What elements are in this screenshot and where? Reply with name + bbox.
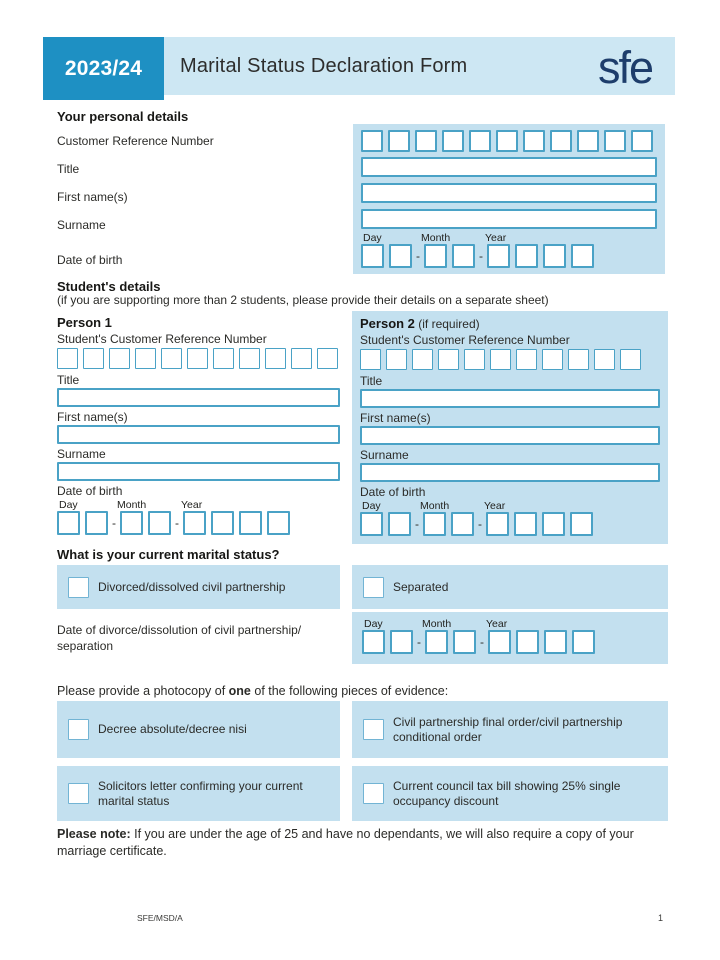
date-box[interactable] (514, 512, 537, 536)
year-label: Year (485, 232, 507, 244)
students-details-heading: Student's details (57, 279, 161, 294)
first-names-label: First name(s) (57, 190, 128, 204)
date-box[interactable] (267, 511, 290, 535)
title-label: Title (360, 374, 383, 388)
council-tax-bill-checkbox[interactable] (363, 783, 384, 804)
divorced-label: Divorced/dissolved civil partnership (98, 579, 286, 594)
date-separator: - (479, 249, 483, 263)
title-input[interactable] (361, 157, 657, 177)
date-box[interactable] (544, 630, 567, 654)
char-box[interactable] (516, 349, 537, 370)
date-box[interactable] (542, 512, 565, 536)
person2-heading (360, 316, 660, 331)
person2-heading-suffix: (if required) (414, 317, 480, 331)
date-box[interactable] (515, 244, 538, 268)
date-box[interactable] (488, 630, 511, 654)
date-box[interactable] (452, 244, 475, 268)
first-names-label: First name(s) (360, 411, 431, 425)
char-box[interactable] (83, 348, 104, 369)
option-separated[interactable] (352, 565, 668, 609)
date-separator: - (478, 517, 482, 531)
char-box[interactable] (239, 348, 260, 369)
please-note-body: If you are under the age of 25 and have no dependants, we will also require a copy of your marriage certificate. (57, 827, 634, 858)
char-box[interactable] (213, 348, 234, 369)
form-title: Marital Status Declaration Form (180, 54, 468, 77)
evidence-heading-pre: Please provide a photocopy of (57, 684, 229, 698)
month-label: Month (422, 618, 452, 630)
year-label: Year (486, 618, 508, 630)
solicitors-letter-label: Solicitors letter confirming your current marital status (98, 778, 303, 808)
option-solicitors-letter[interactable] (57, 766, 340, 821)
evidence-heading (57, 684, 448, 698)
char-box[interactable] (594, 349, 615, 370)
divorce-date-part-labels (362, 618, 658, 630)
month-label: Month (421, 232, 451, 244)
date-of-birth-boxes (360, 512, 660, 536)
char-box[interactable] (438, 349, 459, 370)
date-box[interactable] (424, 244, 447, 268)
personal-details-panel (353, 124, 665, 274)
char-box[interactable] (469, 130, 491, 152)
sfe-logo: sfe (597, 41, 653, 93)
divorce-date-panel (352, 612, 668, 664)
first-names-input[interactable] (360, 426, 660, 445)
council-tax-bill-label: Current council tax bill showing 25% single occupancy discount (393, 778, 621, 808)
first-names-label: First name(s) (57, 410, 128, 424)
char-box[interactable] (496, 130, 518, 152)
date-of-birth-boxes (361, 244, 657, 268)
date-box[interactable] (360, 512, 383, 536)
option-civil-partnership-order[interactable] (352, 701, 668, 758)
char-box[interactable] (631, 130, 653, 152)
customer-reference-number-label: Customer Reference Number (57, 134, 214, 148)
surname-input[interactable] (361, 209, 657, 229)
date-separator: - (415, 517, 419, 531)
day-label: Day (363, 232, 382, 244)
date-box[interactable] (453, 630, 476, 654)
char-box[interactable] (361, 130, 383, 152)
date-box[interactable] (389, 244, 412, 268)
char-box[interactable] (523, 130, 545, 152)
date-box[interactable] (423, 512, 446, 536)
date-separator: - (175, 516, 179, 530)
char-box[interactable] (161, 348, 182, 369)
please-note-bold: Please note: (57, 827, 131, 841)
date-separator: - (112, 516, 116, 530)
date-box[interactable] (486, 512, 509, 536)
char-box[interactable] (317, 348, 338, 369)
char-box[interactable] (464, 349, 485, 370)
month-label: Month (420, 500, 450, 512)
day-label: Day (362, 500, 381, 512)
date-box[interactable] (211, 511, 234, 535)
person2-section (352, 311, 668, 544)
char-box[interactable] (187, 348, 208, 369)
civil-partnership-order-label: Civil partnership final order/civil partnership conditional order (393, 714, 623, 744)
date-box[interactable] (451, 512, 474, 536)
student-crn-boxes (57, 348, 340, 369)
option-decree-absolute[interactable] (57, 701, 340, 758)
date-box[interactable] (425, 630, 448, 654)
date-box[interactable] (571, 244, 594, 268)
date-box[interactable] (57, 511, 80, 535)
day-label: Day (59, 499, 78, 511)
year-badge (43, 37, 164, 100)
marital-status-heading: What is your current marital status? (57, 547, 280, 562)
option-divorced[interactable] (57, 565, 340, 609)
students-details-note: (if you are supporting more than 2 students, please provide their details on a separate sheet) (57, 293, 549, 307)
dob-part-labels (57, 499, 340, 511)
date-of-birth-label: Date of birth (360, 485, 426, 499)
char-box[interactable] (412, 349, 433, 370)
date-separator: - (416, 249, 420, 263)
char-box[interactable] (550, 130, 572, 152)
dob-part-labels (360, 500, 660, 512)
surname-input[interactable] (57, 462, 340, 481)
year-text: 2023/24 (64, 56, 143, 80)
date-of-birth-boxes (57, 511, 340, 535)
decree-absolute-checkbox[interactable] (68, 719, 89, 740)
date-box[interactable] (543, 244, 566, 268)
student-crn-label: Student's Customer Reference Number (57, 332, 267, 346)
char-box[interactable] (386, 349, 407, 370)
char-box[interactable] (265, 348, 286, 369)
char-box[interactable] (490, 349, 511, 370)
decree-absolute-label: Decree absolute/decree nisi (98, 722, 247, 736)
divorce-date-label: Date of divorce/dissolution of civil partnership/ separation (57, 623, 302, 654)
date-separator: - (417, 635, 421, 649)
date-of-birth-label: Date of birth (57, 253, 123, 267)
title-label: Title (57, 373, 80, 387)
date-box[interactable] (572, 630, 595, 654)
char-box[interactable] (291, 348, 312, 369)
char-box[interactable] (135, 348, 156, 369)
char-box[interactable] (568, 349, 589, 370)
divorced-checkbox[interactable] (68, 577, 89, 598)
char-box[interactable] (442, 130, 464, 152)
year-label: Year (484, 500, 506, 512)
date-box[interactable] (516, 630, 539, 654)
date-box[interactable] (85, 511, 108, 535)
person1-section (57, 315, 340, 535)
date-box[interactable] (570, 512, 593, 536)
date-box[interactable] (487, 244, 510, 268)
date-box[interactable] (148, 511, 171, 535)
title-label: Title (57, 162, 80, 176)
char-box[interactable] (620, 349, 641, 370)
form-code: SFE/MSD/A (137, 913, 183, 923)
person2-heading-text: Person 2 (360, 316, 415, 331)
date-box[interactable] (120, 511, 143, 535)
day-label: Day (364, 618, 383, 630)
date-of-birth-label: Date of birth (57, 484, 123, 498)
date-separator: - (480, 635, 484, 649)
title-input[interactable] (57, 388, 340, 407)
char-box[interactable] (604, 130, 626, 152)
please-note-text (57, 826, 675, 859)
solicitors-letter-checkbox[interactable] (68, 783, 89, 804)
char-box[interactable] (388, 130, 410, 152)
char-box[interactable] (577, 130, 599, 152)
first-names-input[interactable] (57, 425, 340, 444)
char-box[interactable] (109, 348, 130, 369)
dob-part-labels (361, 232, 657, 244)
customer-reference-number-boxes (361, 130, 657, 152)
title-input[interactable] (360, 389, 660, 408)
date-box[interactable] (361, 244, 384, 268)
date-box[interactable] (390, 630, 413, 654)
date-box[interactable] (183, 511, 206, 535)
student-crn-boxes (360, 349, 660, 370)
date-box[interactable] (362, 630, 385, 654)
separated-checkbox[interactable] (363, 577, 384, 598)
surname-label: Surname (57, 218, 106, 232)
person1-heading: Person 1 (57, 315, 112, 330)
separated-label: Separated (393, 579, 449, 594)
surname-input[interactable] (360, 463, 660, 482)
surname-label: Surname (57, 447, 106, 461)
civil-partnership-order-checkbox[interactable] (363, 719, 384, 740)
date-box[interactable] (388, 512, 411, 536)
divorce-date-boxes (362, 630, 658, 654)
surname-label: Surname (360, 448, 409, 462)
evidence-heading-post: of the following pieces of evidence: (250, 684, 449, 698)
date-box[interactable] (239, 511, 262, 535)
char-box[interactable] (542, 349, 563, 370)
first-names-input[interactable] (361, 183, 657, 203)
personal-details-heading: Your personal details (57, 109, 189, 124)
option-council-tax-bill[interactable] (352, 766, 668, 821)
month-label: Month (117, 499, 147, 511)
student-crn-label: Student's Customer Reference Number (360, 333, 570, 347)
char-box[interactable] (57, 348, 78, 369)
char-box[interactable] (415, 130, 437, 152)
char-box[interactable] (360, 349, 381, 370)
year-label: Year (181, 499, 203, 511)
page-number: 1 (658, 913, 664, 923)
evidence-heading-bold: one (228, 684, 251, 698)
